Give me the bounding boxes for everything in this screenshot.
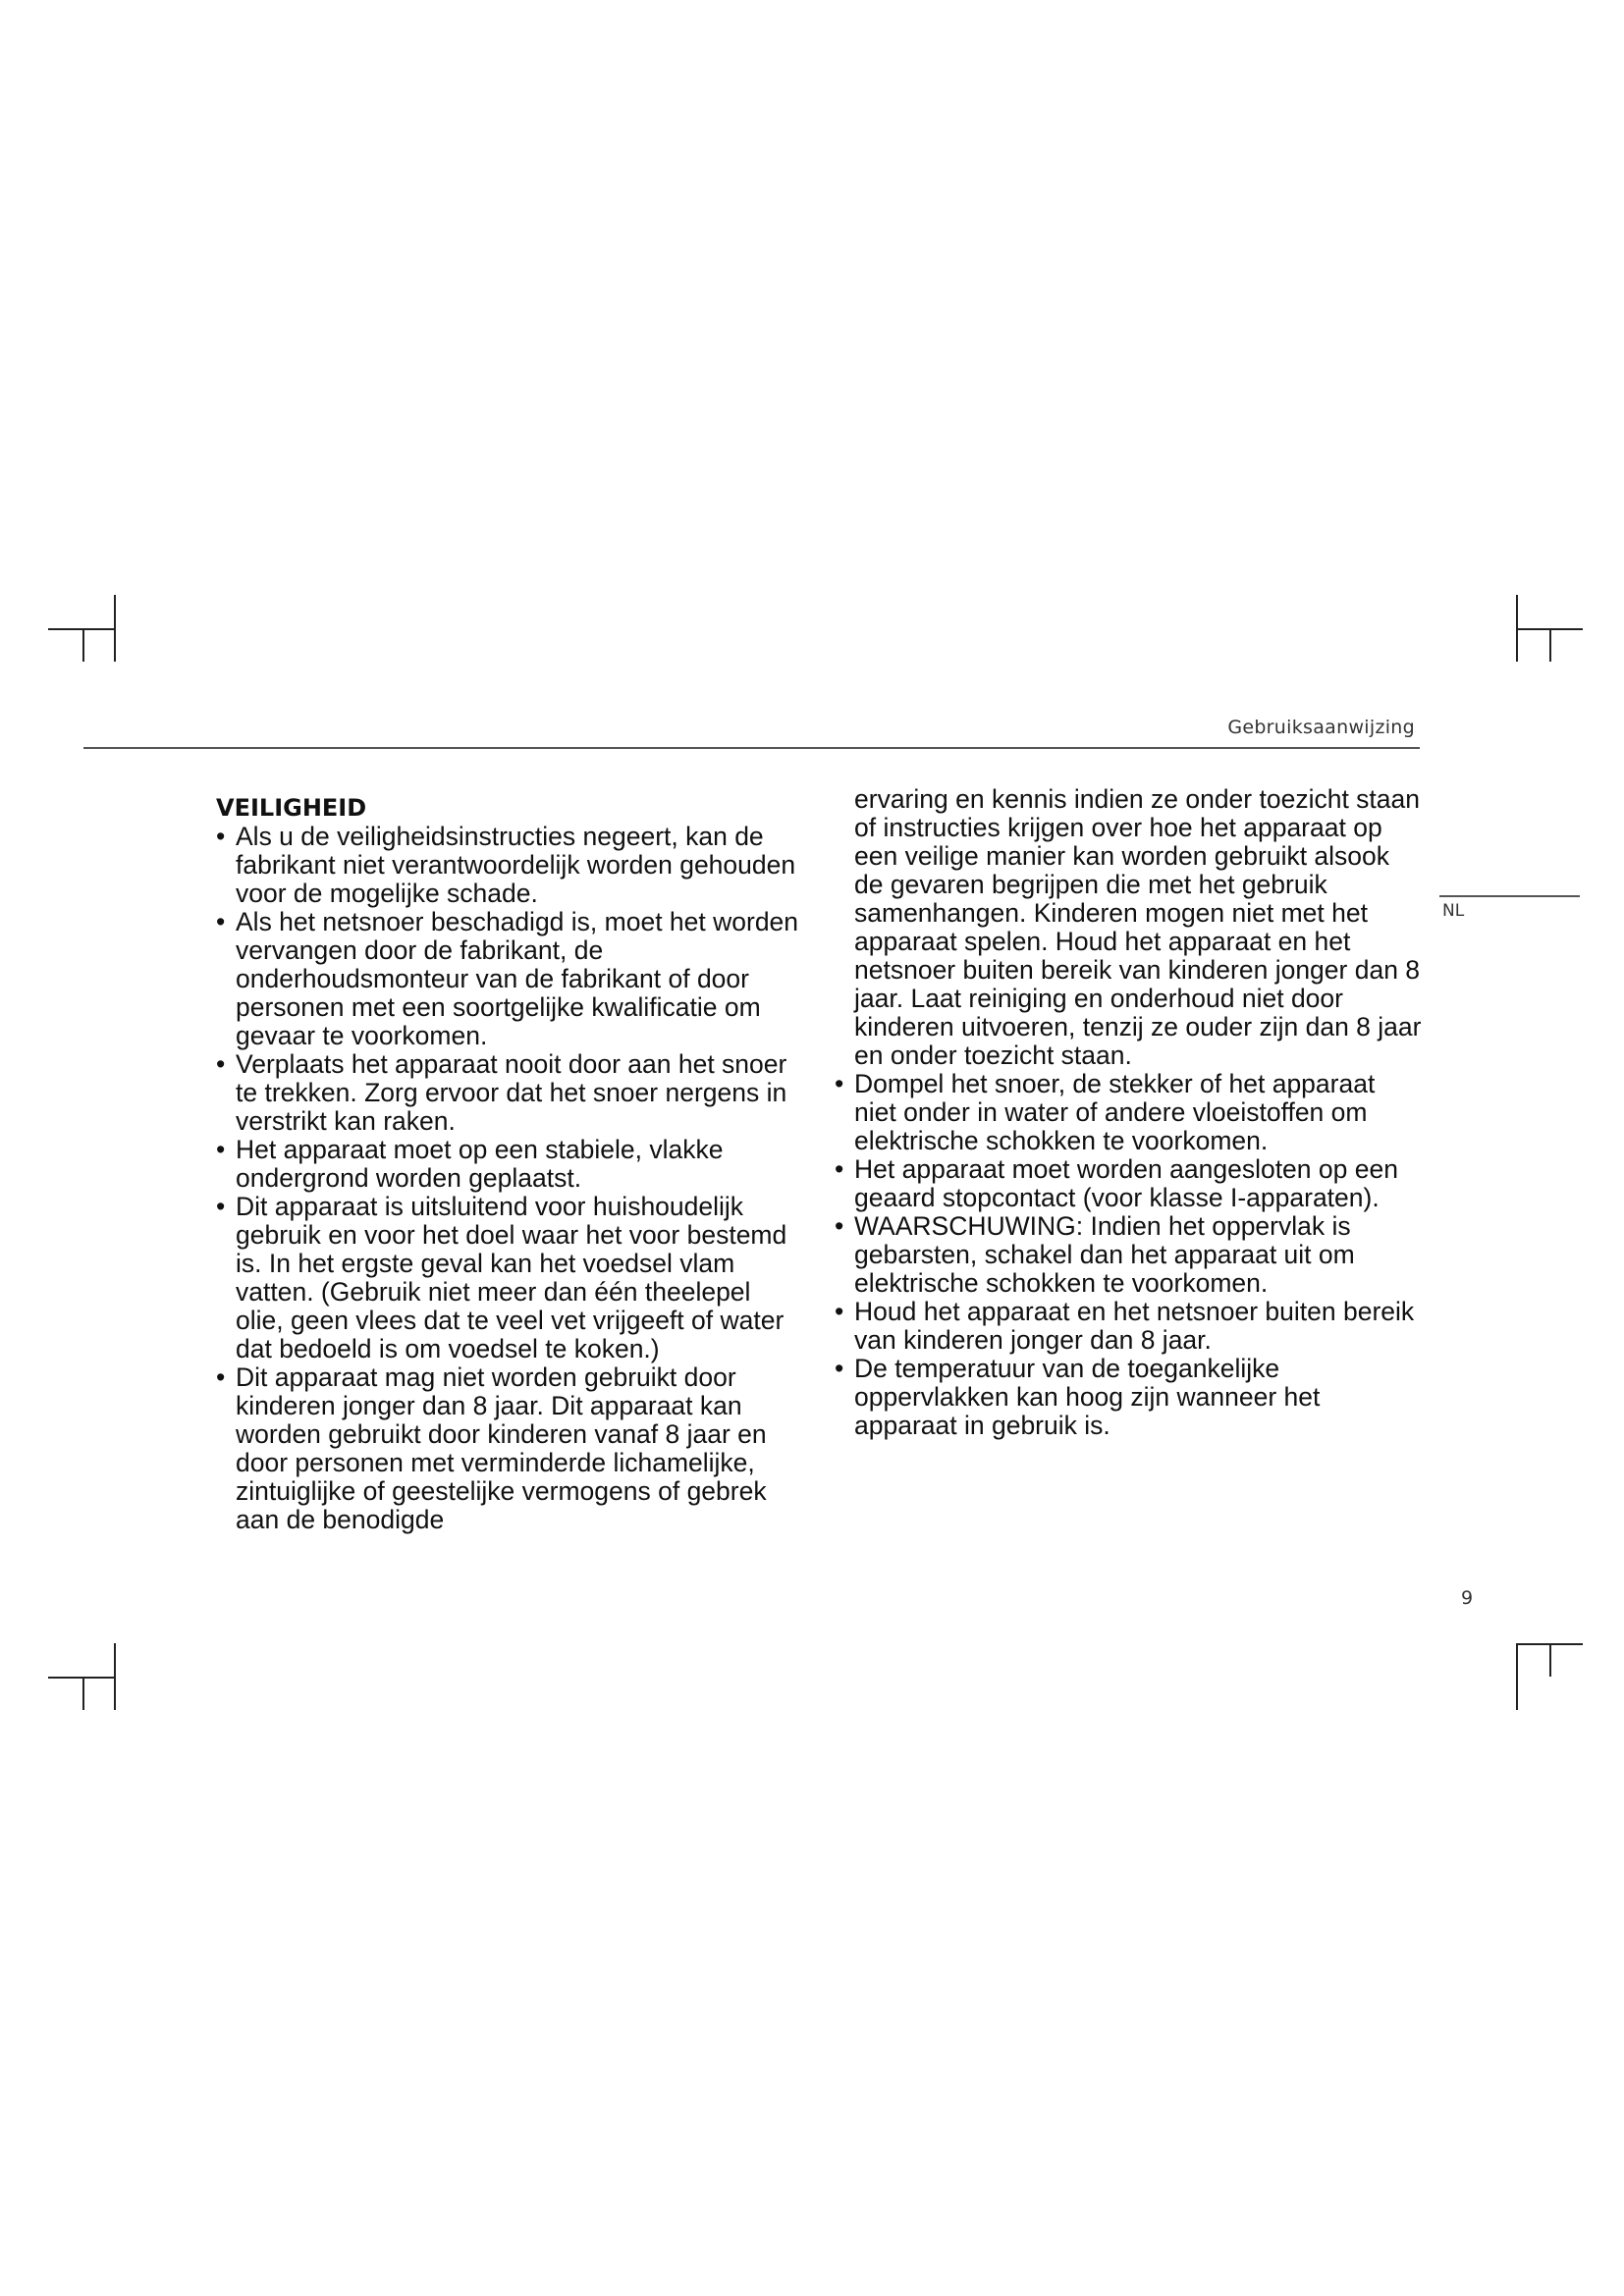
crop-mark [82,1677,84,1710]
running-title: Gebruiksaanwijzing [1227,717,1415,738]
safety-list-right [833,1070,1422,1440]
left-column [214,785,803,1534]
list-item: • WAARSCHUWING: Indien het oppervlak is gebarsten, schakel dan het apparaat uit om elektrische schokken te voorkomen. [833,1212,1422,1298]
list-item: • Dit apparaat mag niet worden gebruikt door kinderen jonger dan 8 jaar. Dit apparaat kan worden gebruikt door kinderen vanaf 8 jaar en door personen met verminderde lichamelijke, zintuiglijke of geestelijke vermogens of gebrek aan de benodigde [214,1363,803,1534]
crop-mark [82,628,84,662]
list-item-continuation: ervaring en kennis indien ze onder toezicht staan of instructies krijgen over hoe het apparaat op een veilige manier kan worden gebruikt alsook de gevaren begrijpen die met het gebruik samenhangen. Kinderen mogen niet met het apparaat spelen. Houd het apparaat en het netsnoer buiten bereik van kinderen jonger dan 8 jaar. Laat reiniging en onderhoud niet door kinderen uitvoeren, tenzij ze ouder zijn dan 8 jaar en onder toezicht staan. [854,784,1422,1070]
language-tab: NL [1442,901,1465,921]
crop-mark [48,628,115,630]
crop-mark [48,1677,115,1679]
list-item: • Het apparaat moet op een stabiele, vlakke ondergrond worden geplaatst. [214,1136,803,1193]
list-item: • Dit apparaat is uitsluitend voor huishoudelijk gebruik en voor het doel waar het voor bestemd is. In het ergste geval kan het voedsel vlam vatten. (Gebruik niet meer dan één theelepel olie, geen vlees dat te veel vet vrijgeeft of water dat bedoeld is om voedsel te koken.) [214,1193,803,1363]
list-item: • Dompel het snoer, de stekker of het apparaat niet onder in water of andere vloeistoffen om elektrische schokken te voorkomen. [833,1070,1422,1155]
list-item: • Houd het apparaat en het netsnoer buiten bereik van kinderen jonger dan 8 jaar. [833,1298,1422,1355]
crop-mark [1549,628,1551,662]
list-item: • Verplaats het apparaat nooit door aan het snoer te trekken. Zorg ervoor dat het snoer nergens in verstrikt kan raken. [214,1050,803,1136]
crop-mark [1516,1643,1518,1710]
list-item: • Als u de veiligheidsinstructies negeert, kan de fabrikant niet verantwoordelijk worden gehouden voor de mogelijke schade. [214,823,803,908]
list-item: • De temperatuur van de toegankelijke oppervlakken kan hoog zijn wanneer het apparaat in gebruik is. [833,1355,1422,1440]
safety-list-left [214,823,803,1534]
right-column [833,785,1422,1440]
header-rule [83,747,1420,749]
section-title: VEILIGHEID [216,794,367,822]
list-item: • Als het netsnoer beschadigd is, moet het worden vervangen door de fabrikant, de onderhoudsmonteur van de fabrikant of door personen met een soortgelijke kwalificatie om gevaar te voorkomen. [214,908,803,1050]
page-number: 9 [1461,1587,1474,1609]
crop-mark [1549,1643,1551,1677]
language-tab-rule [1439,895,1580,897]
list-item: • Het apparaat moet worden aangesloten op een geaard stopcontact (voor klasse I-apparaten). [833,1155,1422,1212]
